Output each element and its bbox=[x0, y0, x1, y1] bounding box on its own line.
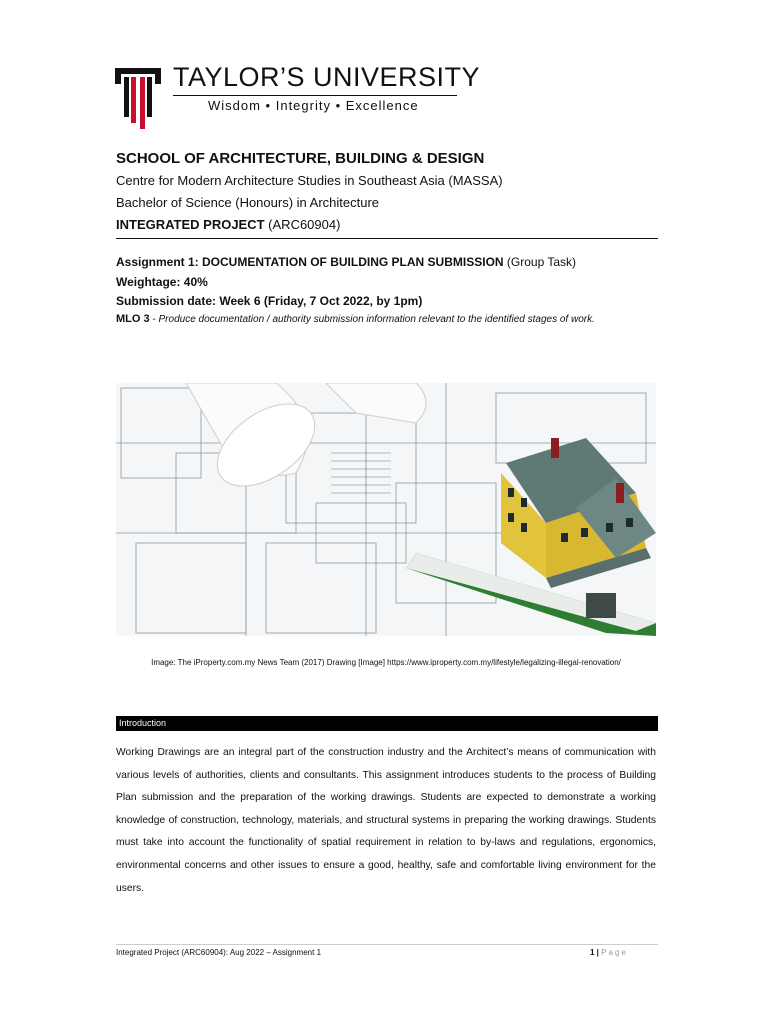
footer-divider bbox=[116, 944, 658, 945]
weightage: Weightage: 40% bbox=[116, 275, 208, 289]
page-separator: | bbox=[594, 948, 602, 957]
page-number-value: 1 bbox=[590, 948, 595, 957]
university-crest-icon bbox=[115, 68, 161, 130]
mlo-separator: - bbox=[149, 314, 159, 325]
assignment-name: Assignment 1: DOCUMENTATION OF BUILDING PLAN SUBMISSION bbox=[116, 255, 504, 269]
section-heading-introduction: Introduction bbox=[116, 716, 658, 731]
image-caption: Image: The iProperty.com.my News Team (2017) Drawing [Image] https://www.iproperty.com.my/lifestyle/legalizing-illegal-renovation/ bbox=[151, 658, 621, 667]
page-label: Page bbox=[601, 948, 628, 957]
university-tagline: Wisdom • Integrity • Excellence bbox=[208, 98, 419, 113]
project-title bbox=[116, 217, 340, 232]
architectural-drawing-image bbox=[116, 383, 656, 636]
assignment-type: (Group Task) bbox=[503, 255, 577, 269]
introduction-body: Working Drawings are an integral part of the construction industry and the Architect’s means of communication with various levels of authorities, clients and consultants. This assignment introduces students to the process of Building Plan submission and the preparation of the working drawings. Students are expected to demonstrate a working knowledge of construction, technology, materials, and structural systems in preparing the working drawings. Students must take into account the functionality of spatial requirement in relation to by-laws and regulations, ergonomics, environmental concerns and other issues to ensure a good, healthy, safe and comfortable living environment for the users. bbox=[116, 747, 656, 894]
project-code: (ARC60904) bbox=[264, 217, 341, 232]
assignment-title bbox=[116, 255, 576, 269]
mlo-text: Produce documentation / authority submission information relevant to the identified stages of work. bbox=[158, 314, 595, 325]
header-divider bbox=[116, 238, 658, 239]
programme-name: Bachelor of Science (Honours) in Architecture bbox=[116, 195, 380, 210]
centre-name: Centre for Modern Architecture Studies in Southeast Asia (MASSA) bbox=[116, 173, 503, 188]
mlo-label: MLO 3 bbox=[116, 313, 150, 325]
mlo-line bbox=[116, 313, 595, 325]
page-number bbox=[590, 948, 628, 957]
footer-course-info: Integrated Project (ARC60904): Aug 2022 – Assignment 1 bbox=[116, 948, 322, 957]
university-name: TAYLOR’S UNIVERSITY bbox=[173, 62, 481, 92]
school-title: SCHOOL OF ARCHITECTURE, BUILDING & DESIGN bbox=[116, 150, 485, 167]
logo-divider bbox=[173, 95, 457, 96]
project-name: INTEGRATED PROJECT bbox=[116, 217, 265, 232]
submission-date: Submission date: Week 6 (Friday, 7 Oct 2022, by 1pm) bbox=[116, 294, 423, 308]
